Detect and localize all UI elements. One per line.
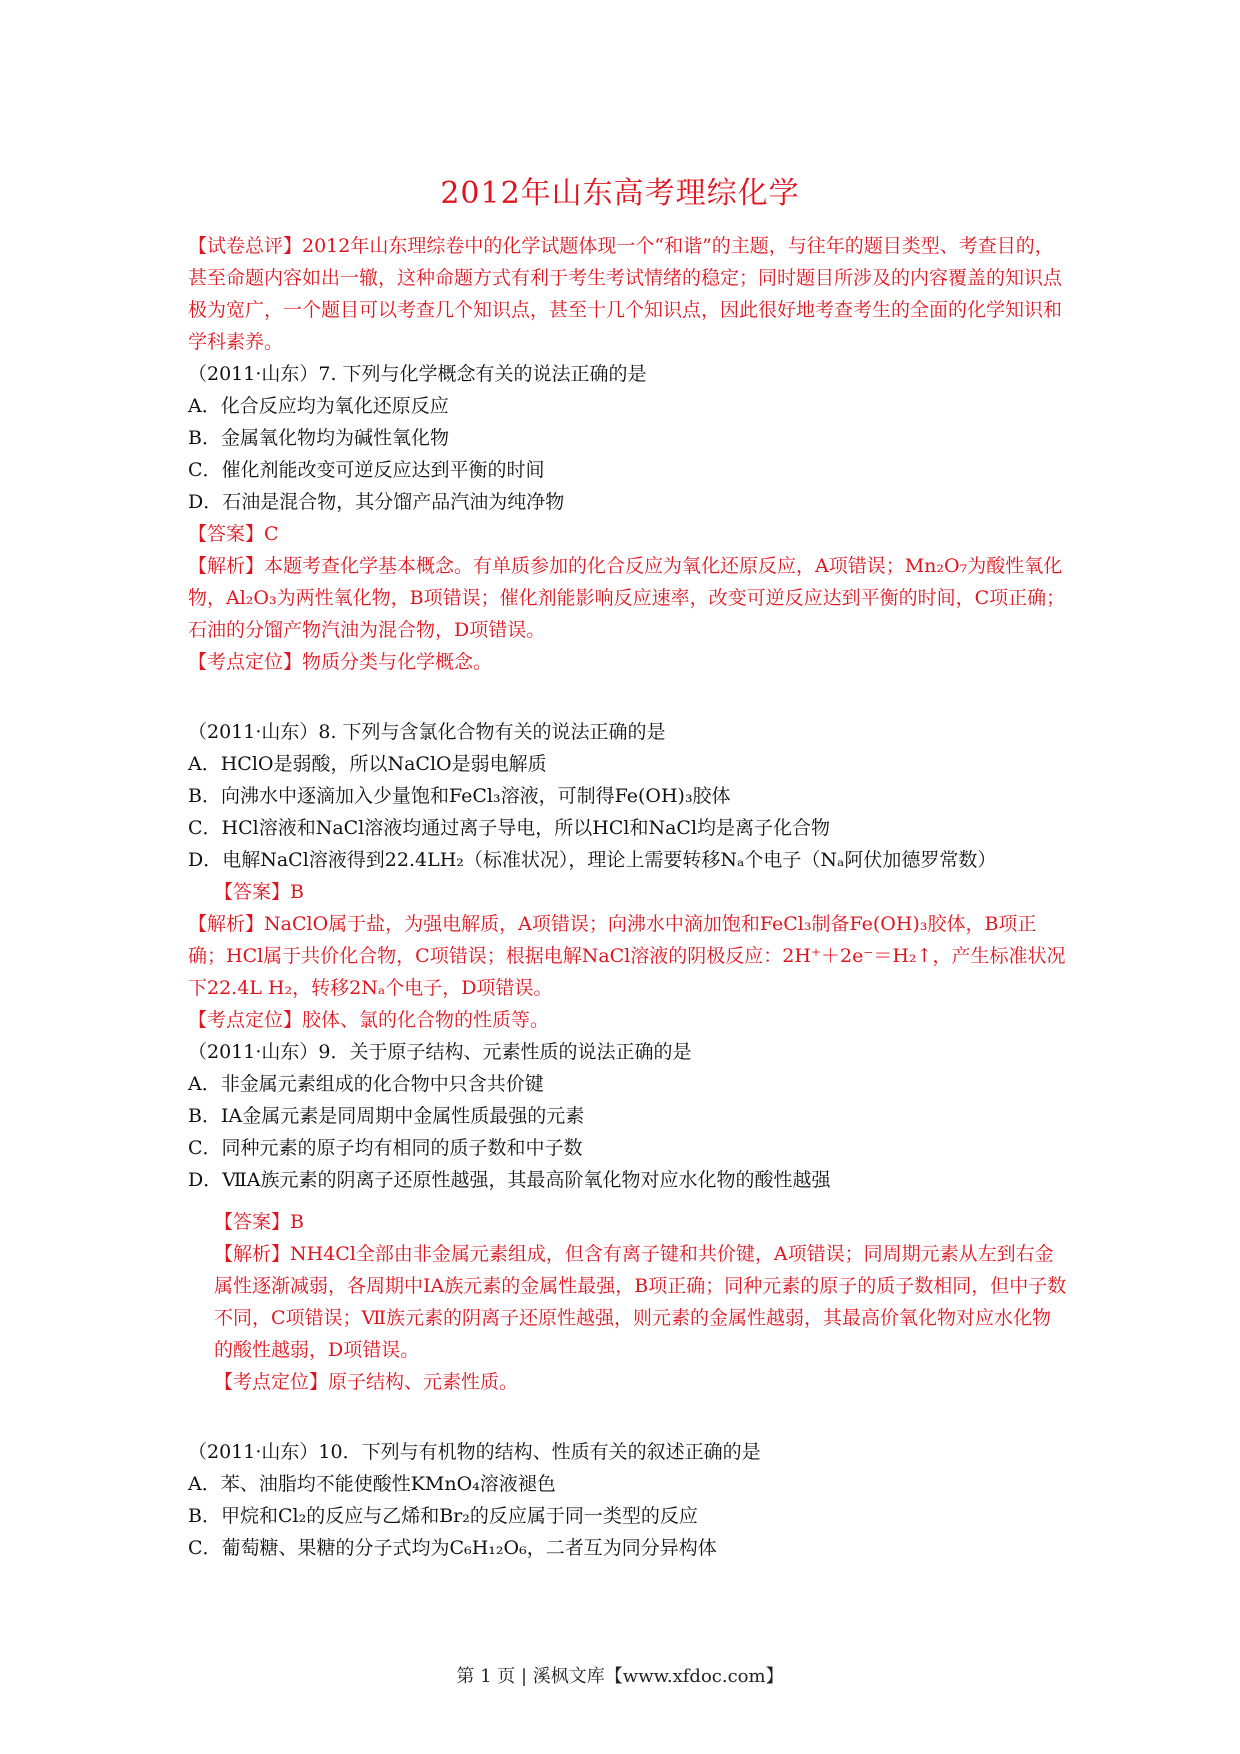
question-10 [188, 1436, 1068, 1564]
option-a: A．HClO是弱酸，所以NaClO是弱电解质 [188, 753, 547, 775]
question-8 [188, 716, 1068, 1036]
question-9 [188, 1036, 1068, 1398]
knowledge-point: 【考点定位】原子结构、元素性质。 [214, 1371, 519, 1393]
option-c: C．同种元素的原子均有相同的质子数和中子数 [188, 1137, 583, 1159]
page-title: 2012年山东高考理综化学 [440, 176, 800, 211]
option-a: A．化合反应均为氧化还原反应 [188, 395, 449, 417]
question-stem: （2011·山东）7. 下列与化学概念有关的说法正确的是 [188, 363, 647, 385]
question-stem: （2011·山东）10．下列与有机物的结构、性质有关的叙述正确的是 [188, 1441, 761, 1463]
document-body [188, 230, 1068, 1564]
knowledge-point: 【考点定位】物质分类与化学概念。 [188, 651, 493, 673]
option-d: D．石油是混合物，其分馏产品汽油为纯净物 [188, 491, 565, 513]
option-b: B．金属氧化物均为碱性氧化物 [188, 427, 449, 449]
option-d: D．ⅦA族元素的阴离子还原性越强，其最高阶氧化物对应水化物的酸性越强 [188, 1169, 831, 1191]
option-c: C．葡萄糖、果糖的分子式均为C₆H₁₂O₆，二者互为同分异构体 [188, 1537, 717, 1559]
analysis: 【解析】本题考查化学基本概念。有单质参加的化合反应为氧化还原反应，A项错误；Mn₂O₇为酸性氧化物，Al₂O₃为两性氧化物，B项错误；催化剂能影响反应速率，改变可逆反应达到平衡的时间，C项正确；石油的分馏产物汽油为混合物，D项错误。 [188, 555, 1066, 641]
knowledge-point: 【考点定位】胶体、氯的化合物的性质等。 [188, 1009, 550, 1031]
option-c: C．催化剂能改变可逆反应达到平衡的时间 [188, 459, 545, 481]
exam-overview: 【试卷总评】2012年山东理综卷中的化学试题体现一个“和谐”的主题，与往年的题目类型、考查目的，甚至命题内容如出一辙，这种命题方式有利于考生考试情绪的稳定；同时题目所涉及的内容覆盖的知识点极为宽广，一个题目可以考查几个知识点，甚至十几个知识点，因此很好地考查考生的全面的化学知识和学科素养。 [188, 235, 1063, 353]
answer: 【答案】B [214, 881, 304, 903]
option-b: B．ⅠA金属元素是同周期中金属性质最强的元素 [188, 1105, 585, 1127]
question-stem: （2011·山东）9．关于原子结构、元素性质的说法正确的是 [188, 1041, 692, 1063]
analysis: 【解析】NaClO属于盐，为强电解质，A项错误；向沸水中滴加饱和FeCl₃制备Fe(OH)₃胶体，B项正确；HCl属于共价化合物，C项错误；根据电解NaCl溶液的阴极反应：2H⁺＋2e⁻＝H₂↑，产生标准状况下22.4L H₂，转移2Nₐ个电子，D项错误。 [188, 913, 1066, 999]
page-footer: 第 1 页 | 溪枫文库【www.xfdoc.com】 [456, 1666, 784, 1687]
option-d: D．电解NaCl溶液得到22.4LH₂（标准状况），理论上需要转移Nₐ个电子（Nₐ阿伏加德罗常数） [188, 849, 997, 871]
answer: 【答案】B [214, 1211, 304, 1233]
analysis: 【解析】NH4Cl全部由非金属元素组成，但含有离子键和共价键，A项错误；同周期元素从左到右金属性逐渐减弱，各周期中ⅠA族元素的金属性最强，B项正确；同种元素的原子的质子数相同，但中子数不同，C项错误；Ⅶ族元素的阴离子还原性越强，则元素的金属性越弱，其最高价氧化物对应水化物的酸性越弱，D项错误。 [214, 1243, 1067, 1361]
option-c: C．HCl溶液和NaCl溶液均通过离子导电，所以HCl和NaCl均是离子化合物 [188, 817, 831, 839]
option-a: A．非金属元素组成的化合物中只含共价键 [188, 1073, 544, 1095]
option-a: A．苯、油脂均不能使酸性KMnO₄溶液褪色 [188, 1473, 556, 1495]
answer: 【答案】C [188, 523, 279, 545]
question-7 [188, 358, 1068, 678]
option-b: B．甲烷和Cl₂的反应与乙烯和Br₂的反应属于同一类型的反应 [188, 1505, 698, 1527]
question-stem: （2011·山东）8. 下列与含氯化合物有关的说法正确的是 [188, 721, 666, 743]
option-b: B．向沸水中逐滴加入少量饱和FeCl₃溶液，可制得Fe(OH)₃胶体 [188, 785, 731, 807]
